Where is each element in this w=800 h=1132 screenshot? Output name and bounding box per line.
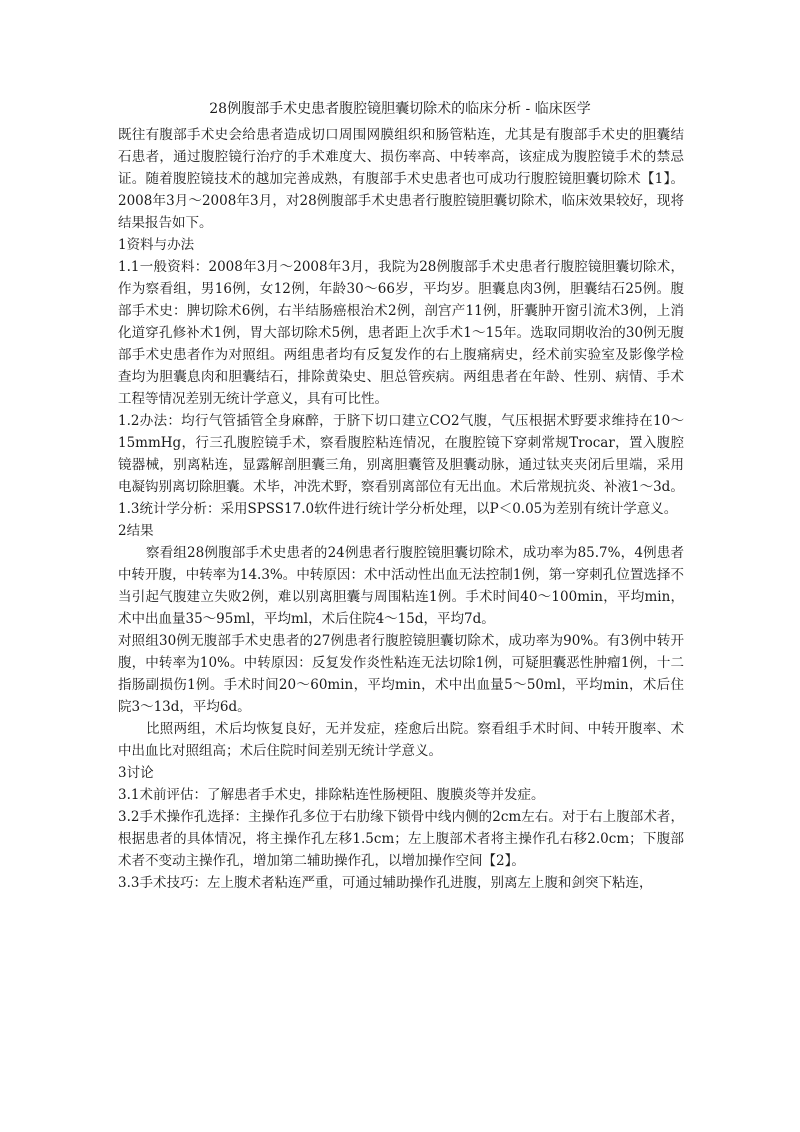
paragraph: 3讨论 [118, 765, 154, 781]
paragraph: 1资料与办法 [118, 237, 195, 253]
paragraph: 2结果 [118, 523, 154, 539]
paragraph: 3.1术前评估：了解患者手术史，排除粘连性肠梗阻、腹膜炎等并发症。 [118, 787, 545, 803]
paragraph: 3.2手术操作孔选择：主操作孔多位于右肋缘下锁骨中线内侧的2cm左右。对于右上腹部术者，根据患者的具体情况，将主操作孔左移1.5cm；左上腹部术者将主操作孔右移2.0cm；下腹部术者不变动主操作孔，增加第二辅助操作孔，以增加操作空间【2】。 [118, 809, 684, 869]
paragraph: 比照两组，术后均恢复良好，无并发症，痊愈后出院。察看组手术时间、中转开腹率、术中出血比对照组高；术后住院时间差别无统计学意义。 [118, 721, 684, 759]
article-body [118, 124, 684, 894]
paragraph: 察看组28例腹部手术史患者的24例患者行腹腔镜胆囊切除术，成功率为85.7%，4例患者中转开腹，中转率为14.3%。中转原因：术中活动性出血无法控制1例，第一穿刺孔位置选择不当引起气腹建立失败2例，难以别离胆囊与周围粘连1例。手术时间40～100min，平均min，术中出血量35～95ml，平均ml，术后住院4～15d，平均7d。 [118, 545, 684, 627]
paragraph: 3.3手术技巧：左上腹术者粘连严重，可通过辅助操作孔进腹，别离左上腹和剑突下粘连， [118, 875, 653, 891]
paragraph: 1.2办法：均行气管插管全身麻醉，于脐下切口建立CO2气腹，气压根据术野要求维持在10～15mmHg，行三孔腹腔镜手术，察看腹腔粘连情况，在腹腔镜下穿刺常规Trocar，置入腹腔镜器械，别离粘连，显露解剖胆囊三角，别离胆囊管及胆囊动脉，通过钛夹夹闭后里端，采用电凝钩别离切除胆囊。术毕，冲洗术野，察看别离部位有无出血。术后常规抗炎、补液1～3d。 [118, 413, 684, 495]
paragraph: 既往有腹部手术史会给患者造成切口周围网膜组织和肠管粘连，尤其是有腹部手术史的胆囊结石患者，通过腹腔镜行治疗的手术难度大、损伤率高、中转率高，该症成为腹腔镜手术的禁忌证。随着腹腔镜技术的越加完善成熟，有腹部手术史患者也可成功行腹腔镜胆囊切除术【1】。2008年3月～2008年3月，对28例腹部手术史患者行腹腔镜胆囊切除术，临床效果较好，现将结果报告如下。 [118, 127, 684, 231]
paragraph: 1.1一般资料：2008年3月～2008年3月，我院为28例腹部手术史患者行腹腔镜胆囊切除术，作为察看组，男16例，女12例，年龄30～66岁，平均岁。胆囊息肉3例，胆囊结石25例。腹部手术史：脾切除术6例，右半结肠癌根治术2例，剖宫产11例，肝囊肿开窗引流术3例，上消化道穿孔修补术1例，胃大部切除术5例，患者距上次手术1～15年。选取同期收治的30例无腹部手术史患者作为对照组。两组患者均有反复发作的右上腹痛病史，经术前实验室及影像学检查均为胆囊息肉和胆囊结石，排除黄染史、胆总管疾病。两组患者在年龄、性别、病情、手术工程等情况差别无统计学意义，具有可比性。 [118, 259, 684, 407]
paragraph: 对照组30例无腹部手术史患者的27例患者行腹腔镜胆囊切除术，成功率为90%。有3例中转开腹，中转率为10%。中转原因：反复发作炎性粘连无法切除1例，可疑胆囊恶性肿瘤1例，十二指肠副损伤1例。手术时间20～60min，平均min，术中出血量5～50ml，平均min，术后住院3～13d，平均6d。 [118, 633, 684, 715]
page-title: 28例腹部手术史患者腹腔镜胆囊切除术的临床分析 - 临床医学 [209, 101, 591, 117]
paragraph: 1.3统计学分析：采用SPSS17.0软件进行统计学分析处理，以P＜0.05为差别有统计学意义。 [118, 501, 678, 517]
